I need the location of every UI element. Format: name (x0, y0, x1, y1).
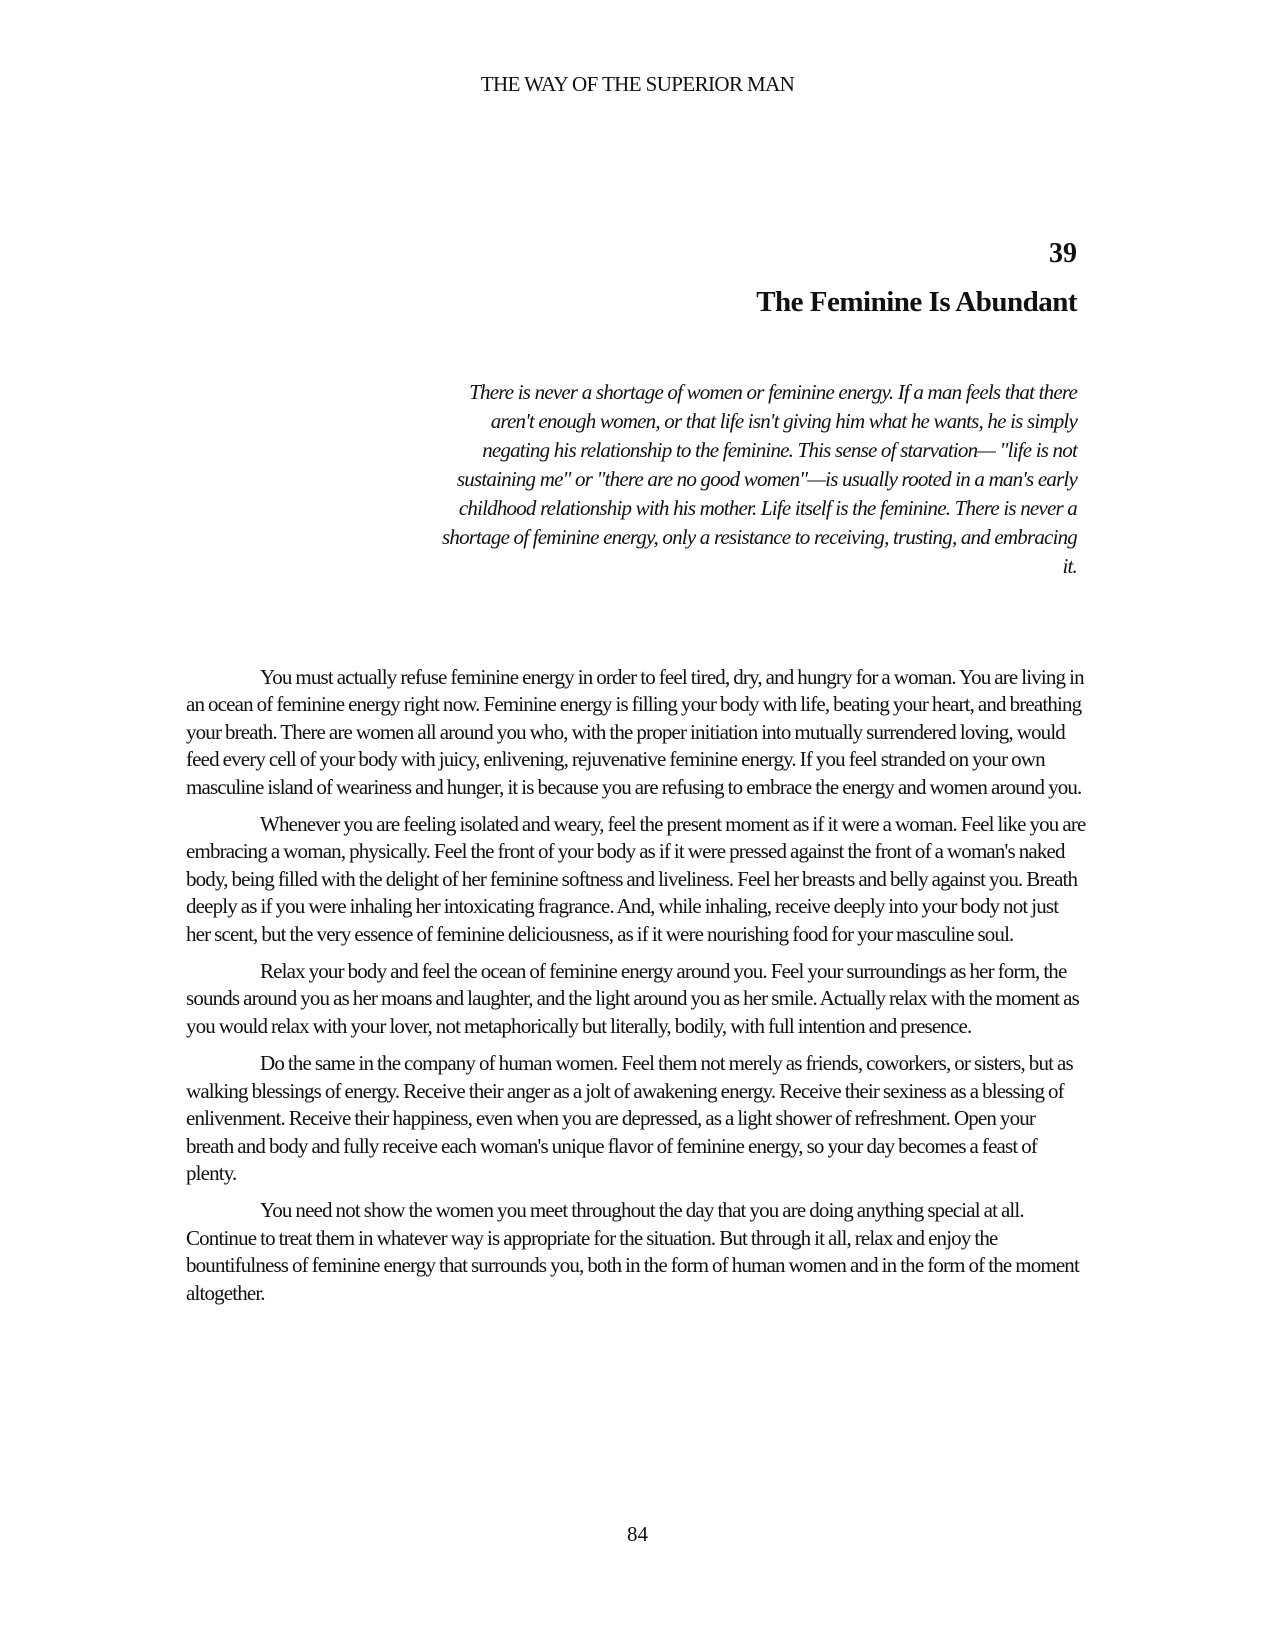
chapter-epigraph: There is never a shortage of women or feminine energy. If a man feels that there aren't enough women, or that life isn't giving him what he wants, he is simply negating his relationship to the feminine. This sense of starvation— "life is not sustaining me" or "there are no good women"—is usually rooted in a man's early childhood relationship with his mother. Life itself is the feminine. There is never a shortage of feminine energy, only a resistance to receiving, trusting, and embracing it. (442, 380, 1078, 578)
body-paragraph: Do the same in the company of human women. Feel them not merely as friends, coworkers, or sisters, but as walking blessings of energy. Receive their anger as a jolt of awakening energy. Receive their sexiness as a blessing of enlivenment. Receive their happiness, even when you are depressed, as a light shower of refreshment. Open your breath and body and fully receive each woman's unique flavor of feminine energy, so your day becomes a feast of plenty. (186, 1051, 1073, 1185)
page-number: 84 (627, 1522, 648, 1546)
body-paragraph: You must actually refuse feminine energy in order to feel tired, dry, and hungry for a woman. You are living in an ocean of feminine energy right now. Feminine energy is filling your body with life, beating your heart, and breathing your breath. There are women all around you who, with the proper initiation into mutually surrendered loving, would feed every cell of your body with juicy, enlivening, rejuvenative feminine energy. If you feel stranded on your own masculine island of weariness and hunger, it is because you are refusing to embrace the energy and women around you. (186, 665, 1084, 799)
body-paragraph: Whenever you are feeling isolated and weary, feel the present moment as if it were a woman. Feel like you are embracing a woman, physically. Feel the front of your body as if it were pressed against the front of a woman's naked body, being filled with the delight of her feminine softness and liveliness. Feel her breasts and belly against you. Breath deeply as if you were inhaling her intoxicating fragrance. And, while inhaling, receive deeply into your body not just her scent, but the very essence of feminine deliciousness, as if it were nourishing food for your masculine soul. (186, 812, 1086, 946)
running-header: THE WAY OF THE SUPERIOR MAN (480, 72, 795, 96)
chapter-number: 39 (1049, 238, 1077, 269)
chapter-title: The Feminine Is Abundant (756, 286, 1077, 318)
chapter-body (186, 664, 1086, 1317)
body-paragraph: Relax your body and feel the ocean of feminine energy around you. Feel your surroundings as her form, the sounds around you as her moans and laughter, and the light around you as her smile. Actually relax with the moment as you would relax with your lover, not metaphorically but literally, bodily, with full intention and presence. (186, 959, 1079, 1038)
body-paragraph: You need not show the women you meet throughout the day that you are doing anything special at all. Continue to treat them in whatever way is appropriate for the situation. But through it all, relax and enjoy the bountifulness of feminine energy that surrounds you, both in the form of human women and in the form of the moment altogether. (186, 1198, 1079, 1305)
